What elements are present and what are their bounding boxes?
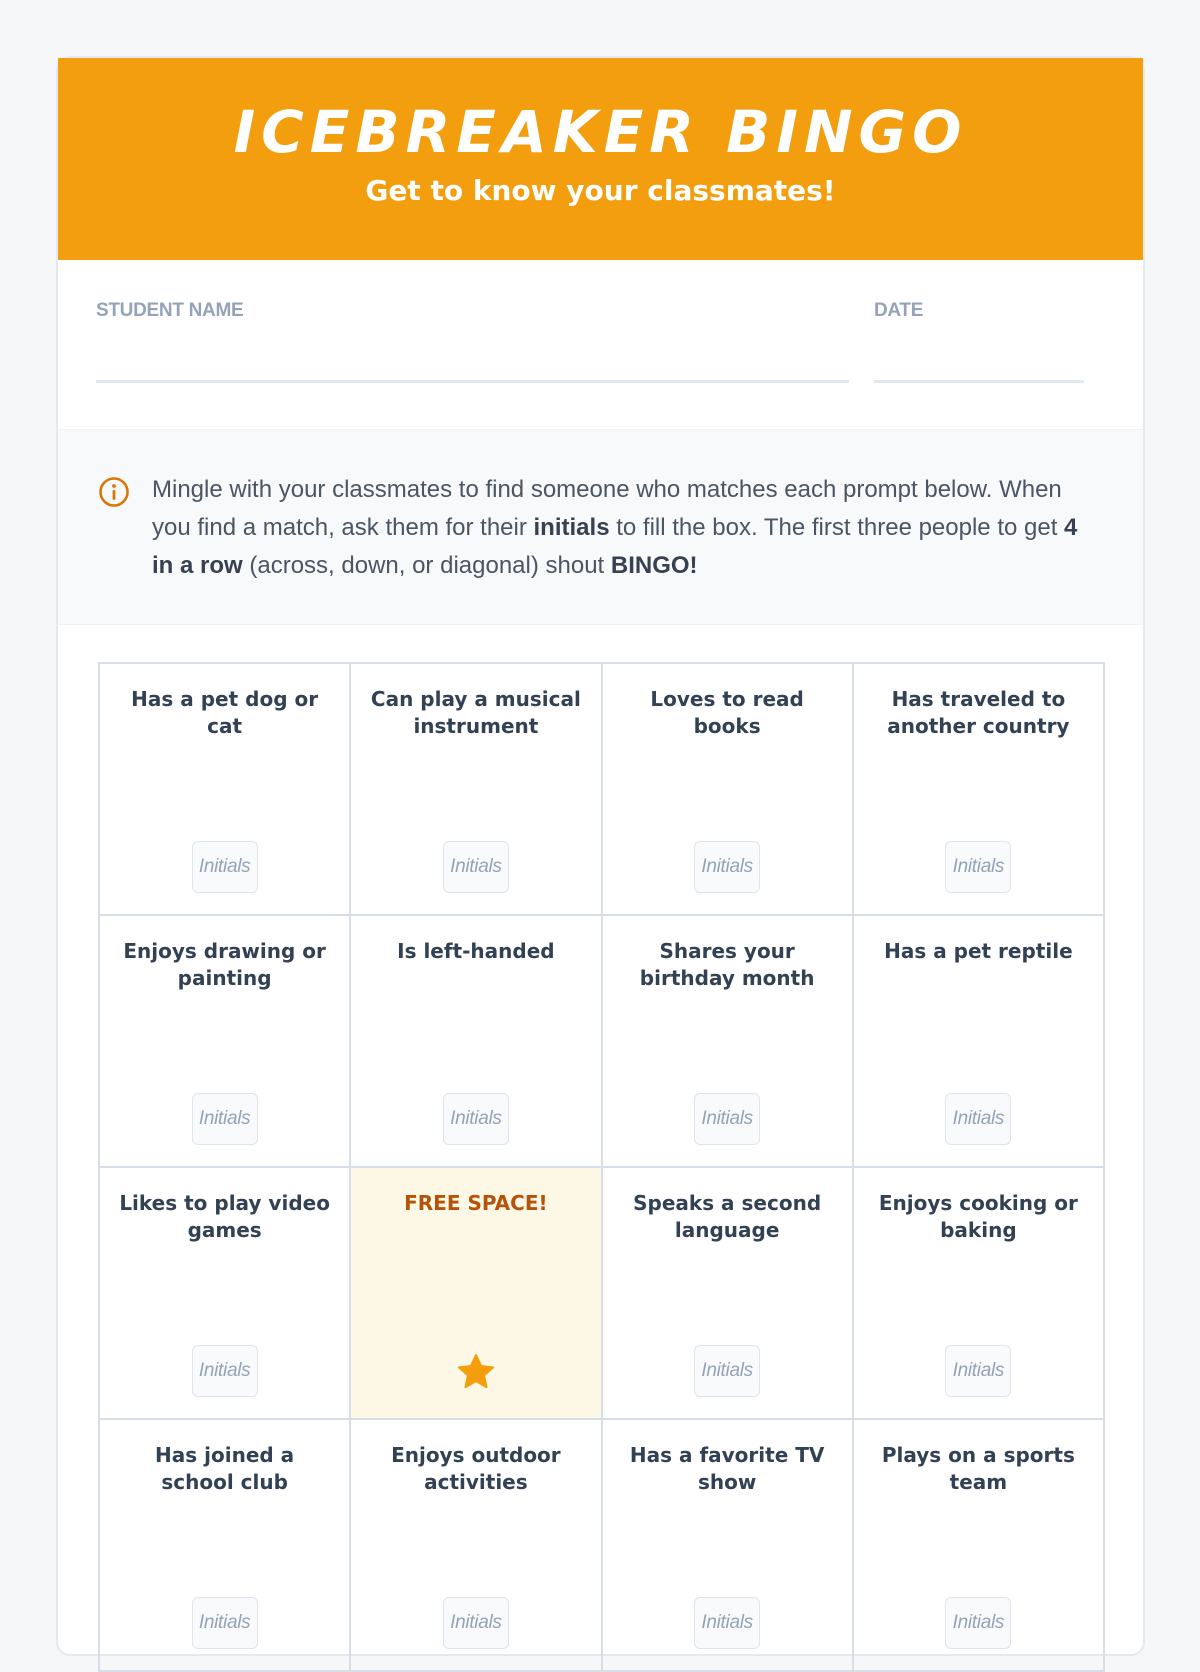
student-fields (58, 260, 1143, 429)
initials-box[interactable]: Initials (443, 841, 509, 893)
bingo-cell[interactable] (351, 1420, 602, 1672)
cell-prompt: Loves to read books (650, 687, 804, 738)
cell-prompt: Has a pet reptile (884, 939, 1073, 963)
bingo-cell[interactable] (854, 1420, 1105, 1672)
student-name-label: STUDENT NAME (96, 300, 244, 321)
free-space-label: FREE SPACE! (404, 1191, 548, 1215)
bingo-cell[interactable] (100, 916, 351, 1168)
cell-prompt: Can play a musical instrument (370, 687, 581, 738)
bingo-card (56, 56, 1145, 1656)
bingo-cell[interactable] (603, 664, 854, 916)
header-banner (58, 58, 1143, 260)
initials-box[interactable]: Initials (945, 1345, 1011, 1397)
free-space-cell (351, 1168, 602, 1420)
cell-prompt: Has a pet dog or cat (131, 687, 319, 738)
initials-box[interactable]: Initials (945, 1093, 1011, 1145)
bingo-grid (98, 662, 1105, 1672)
page-subtitle: Get to know your classmates! (365, 174, 836, 207)
bingo-cell[interactable] (854, 664, 1105, 916)
initials-box[interactable]: Initials (694, 1345, 760, 1397)
initials-box[interactable]: Initials (192, 841, 258, 893)
bingo-cell[interactable] (603, 916, 854, 1168)
student-name-field[interactable] (96, 380, 849, 383)
initials-box[interactable]: Initials (443, 1093, 509, 1145)
page-title: ICEBREAKER BINGO (233, 98, 968, 166)
initials-box[interactable]: Initials (192, 1345, 258, 1397)
cell-prompt: Plays on a sports team (881, 1443, 1075, 1494)
star-icon (455, 1352, 497, 1392)
date-label: DATE (874, 300, 924, 321)
cell-prompt: Enjoys outdoor activities (391, 1443, 561, 1494)
date-field[interactable] (874, 380, 1084, 383)
cell-prompt: Has a favorite TV show (629, 1443, 825, 1494)
initials-box[interactable]: Initials (192, 1597, 258, 1649)
cell-prompt: Enjoys cooking or baking (878, 1191, 1078, 1242)
initials-box[interactable]: Initials (694, 1597, 760, 1649)
bingo-cell[interactable] (100, 1168, 351, 1420)
initials-box[interactable]: Initials (945, 1597, 1011, 1649)
instructions-box (58, 429, 1143, 625)
initials-box[interactable]: Initials (443, 1597, 509, 1649)
bingo-cell[interactable] (351, 664, 602, 916)
bingo-cell[interactable] (854, 1168, 1105, 1420)
initials-box[interactable]: Initials (694, 1093, 760, 1145)
cell-prompt: Likes to play video games (119, 1191, 330, 1242)
cell-prompt: Has joined a school club (155, 1443, 295, 1494)
bingo-cell[interactable] (854, 916, 1105, 1168)
initials-box[interactable]: Initials (945, 841, 1011, 893)
bingo-cell[interactable] (603, 1168, 854, 1420)
cell-prompt: Enjoys drawing or painting (123, 939, 326, 990)
cell-prompt: Speaks a second language (633, 1191, 822, 1242)
cell-prompt: Is left-handed (397, 939, 555, 963)
info-icon (98, 476, 130, 508)
bingo-cell[interactable] (100, 1420, 351, 1672)
bingo-cell[interactable] (351, 916, 602, 1168)
cell-prompt: Shares your birthday month (639, 939, 815, 990)
cell-prompt: Has traveled to another country (887, 687, 1070, 738)
bingo-cell[interactable] (100, 664, 351, 916)
initials-box[interactable]: Initials (192, 1093, 258, 1145)
bingo-cell[interactable] (603, 1420, 854, 1672)
initials-box[interactable]: Initials (694, 841, 760, 893)
instructions-text: Mingle with your classmates to find someone who matches each prompt below. When you find a match, ask them for their initials to fill the box. The first three people to get 4 in a row (across, down, or diagonal) shout BINGO! (152, 476, 1078, 579)
